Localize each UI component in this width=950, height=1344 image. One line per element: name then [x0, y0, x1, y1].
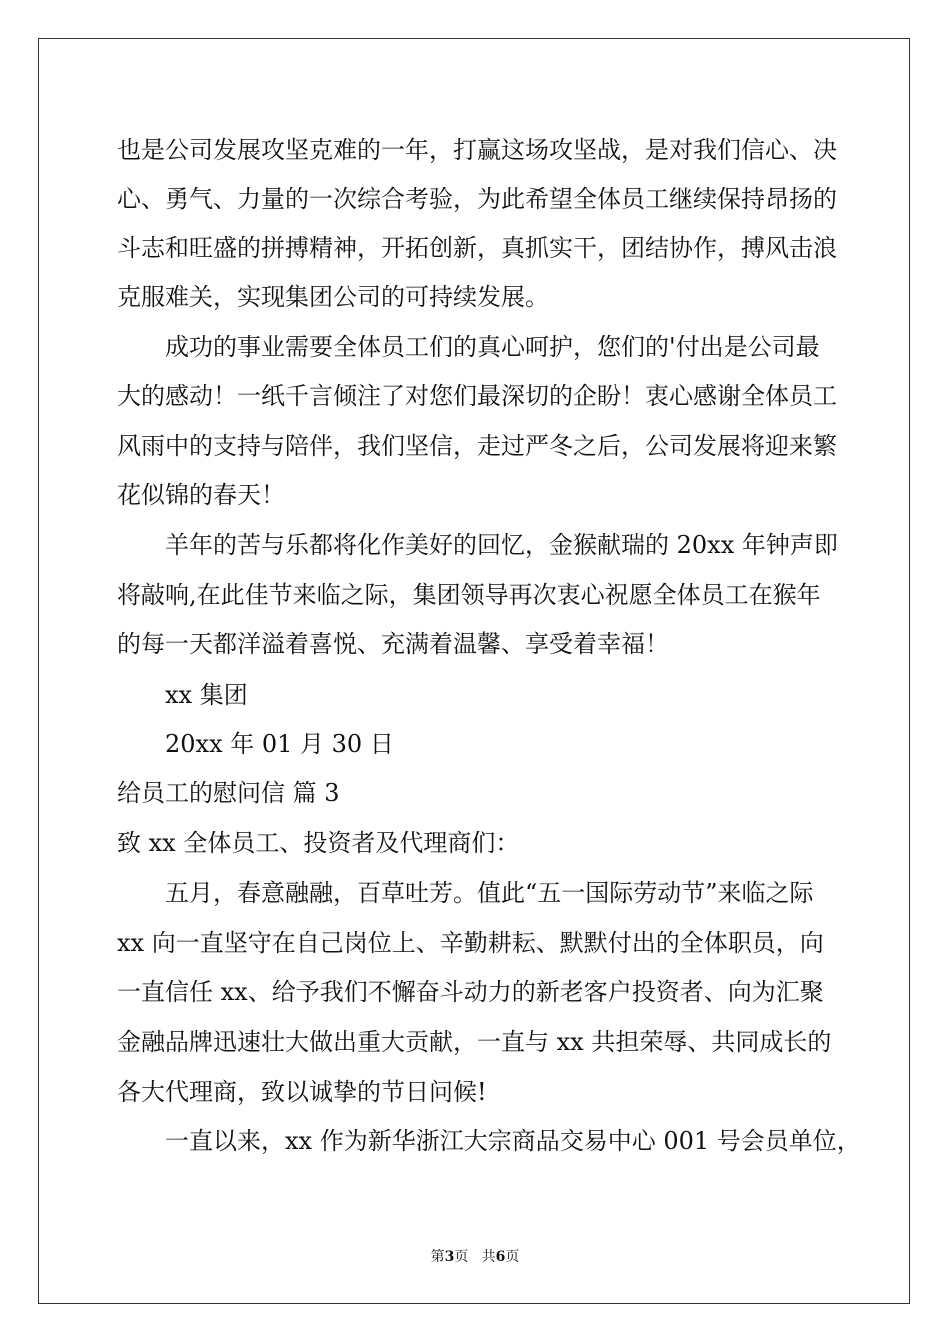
text-line: 心、勇气、力量的一次综合考验，为此希望全体员工继续保持昂扬的 [117, 185, 837, 213]
signature-org: xx 集团 [117, 681, 248, 709]
footer-total-suffix: 页 [505, 1249, 520, 1265]
text-line: 风雨中的支持与陪伴，我们坚信，走过严冬之后，公司发展将迎来繁 [117, 432, 837, 460]
text-line: 将敲响,在此佳节来临之际，集团领导再次衷心祝愿全体员工在猴年 [117, 581, 821, 609]
text-line: 一直信任 xx、给予我们不懈奋斗动力的新老客户投资者、向为汇聚 [117, 978, 824, 1006]
text-line: 大的感动！一纸千言倾注了对您们最深切的企盼！衷心感谢全体员工 [117, 382, 837, 410]
salutation: 致 xx 全体员工、投资者及代理商们： [117, 829, 520, 857]
footer-page-prefix: 第 [430, 1249, 445, 1265]
text-line: 一直以来，xx 作为新华浙江大宗商品交易中心 001 号会员单位， [117, 1127, 861, 1155]
page-footer [0, 1246, 950, 1266]
page-border [38, 38, 910, 1304]
text-line: 花似锦的春天！ [117, 481, 285, 509]
footer-current-page: 3 [444, 1249, 455, 1265]
footer-total-pages: 6 [495, 1249, 506, 1265]
text-line: 金融品牌迅速壮大做出重大贡献，一直与 xx 共担荣辱、共同成长的 [117, 1028, 832, 1056]
text-line: xx 向一直坚守在自己岗位上、辛勤耕耘、默默付出的全体职员，向 [117, 929, 824, 957]
footer-total-prefix: 共 [481, 1249, 496, 1265]
text-line: 也是公司发展攻坚克难的一年，打赢这场攻坚战，是对我们信心、决 [117, 136, 837, 164]
text-line: 成功的事业需要全体员工们的真心呵护，您们的'付出是公司最 [117, 333, 820, 361]
text-line: 五月，春意融融，百草吐芳。值此“五一国际劳动节”来临之际 [117, 879, 814, 907]
text-line: 各大代理商，致以诚挚的节日问候! [117, 1078, 487, 1106]
text-line: 羊年的苦与乐都将化作美好的回忆，金猴献瑞的 20xx 年钟声即 [117, 531, 838, 559]
footer-page-suffix: 页 [454, 1249, 469, 1265]
text-line: 克服难关，实现集团公司的可持续发展。 [117, 283, 549, 311]
text-line: 的每一天都洋溢着喜悦、充满着温馨、享受着幸福！ [117, 630, 669, 658]
section-heading: 给员工的慰问信 篇 3 [117, 779, 340, 807]
text-line: 斗志和旺盛的拼搏精神，开拓创新，真抓实干，团结协作，搏风击浪 [117, 234, 837, 262]
signature-date: 20xx 年 01 月 30 日 [117, 730, 394, 758]
